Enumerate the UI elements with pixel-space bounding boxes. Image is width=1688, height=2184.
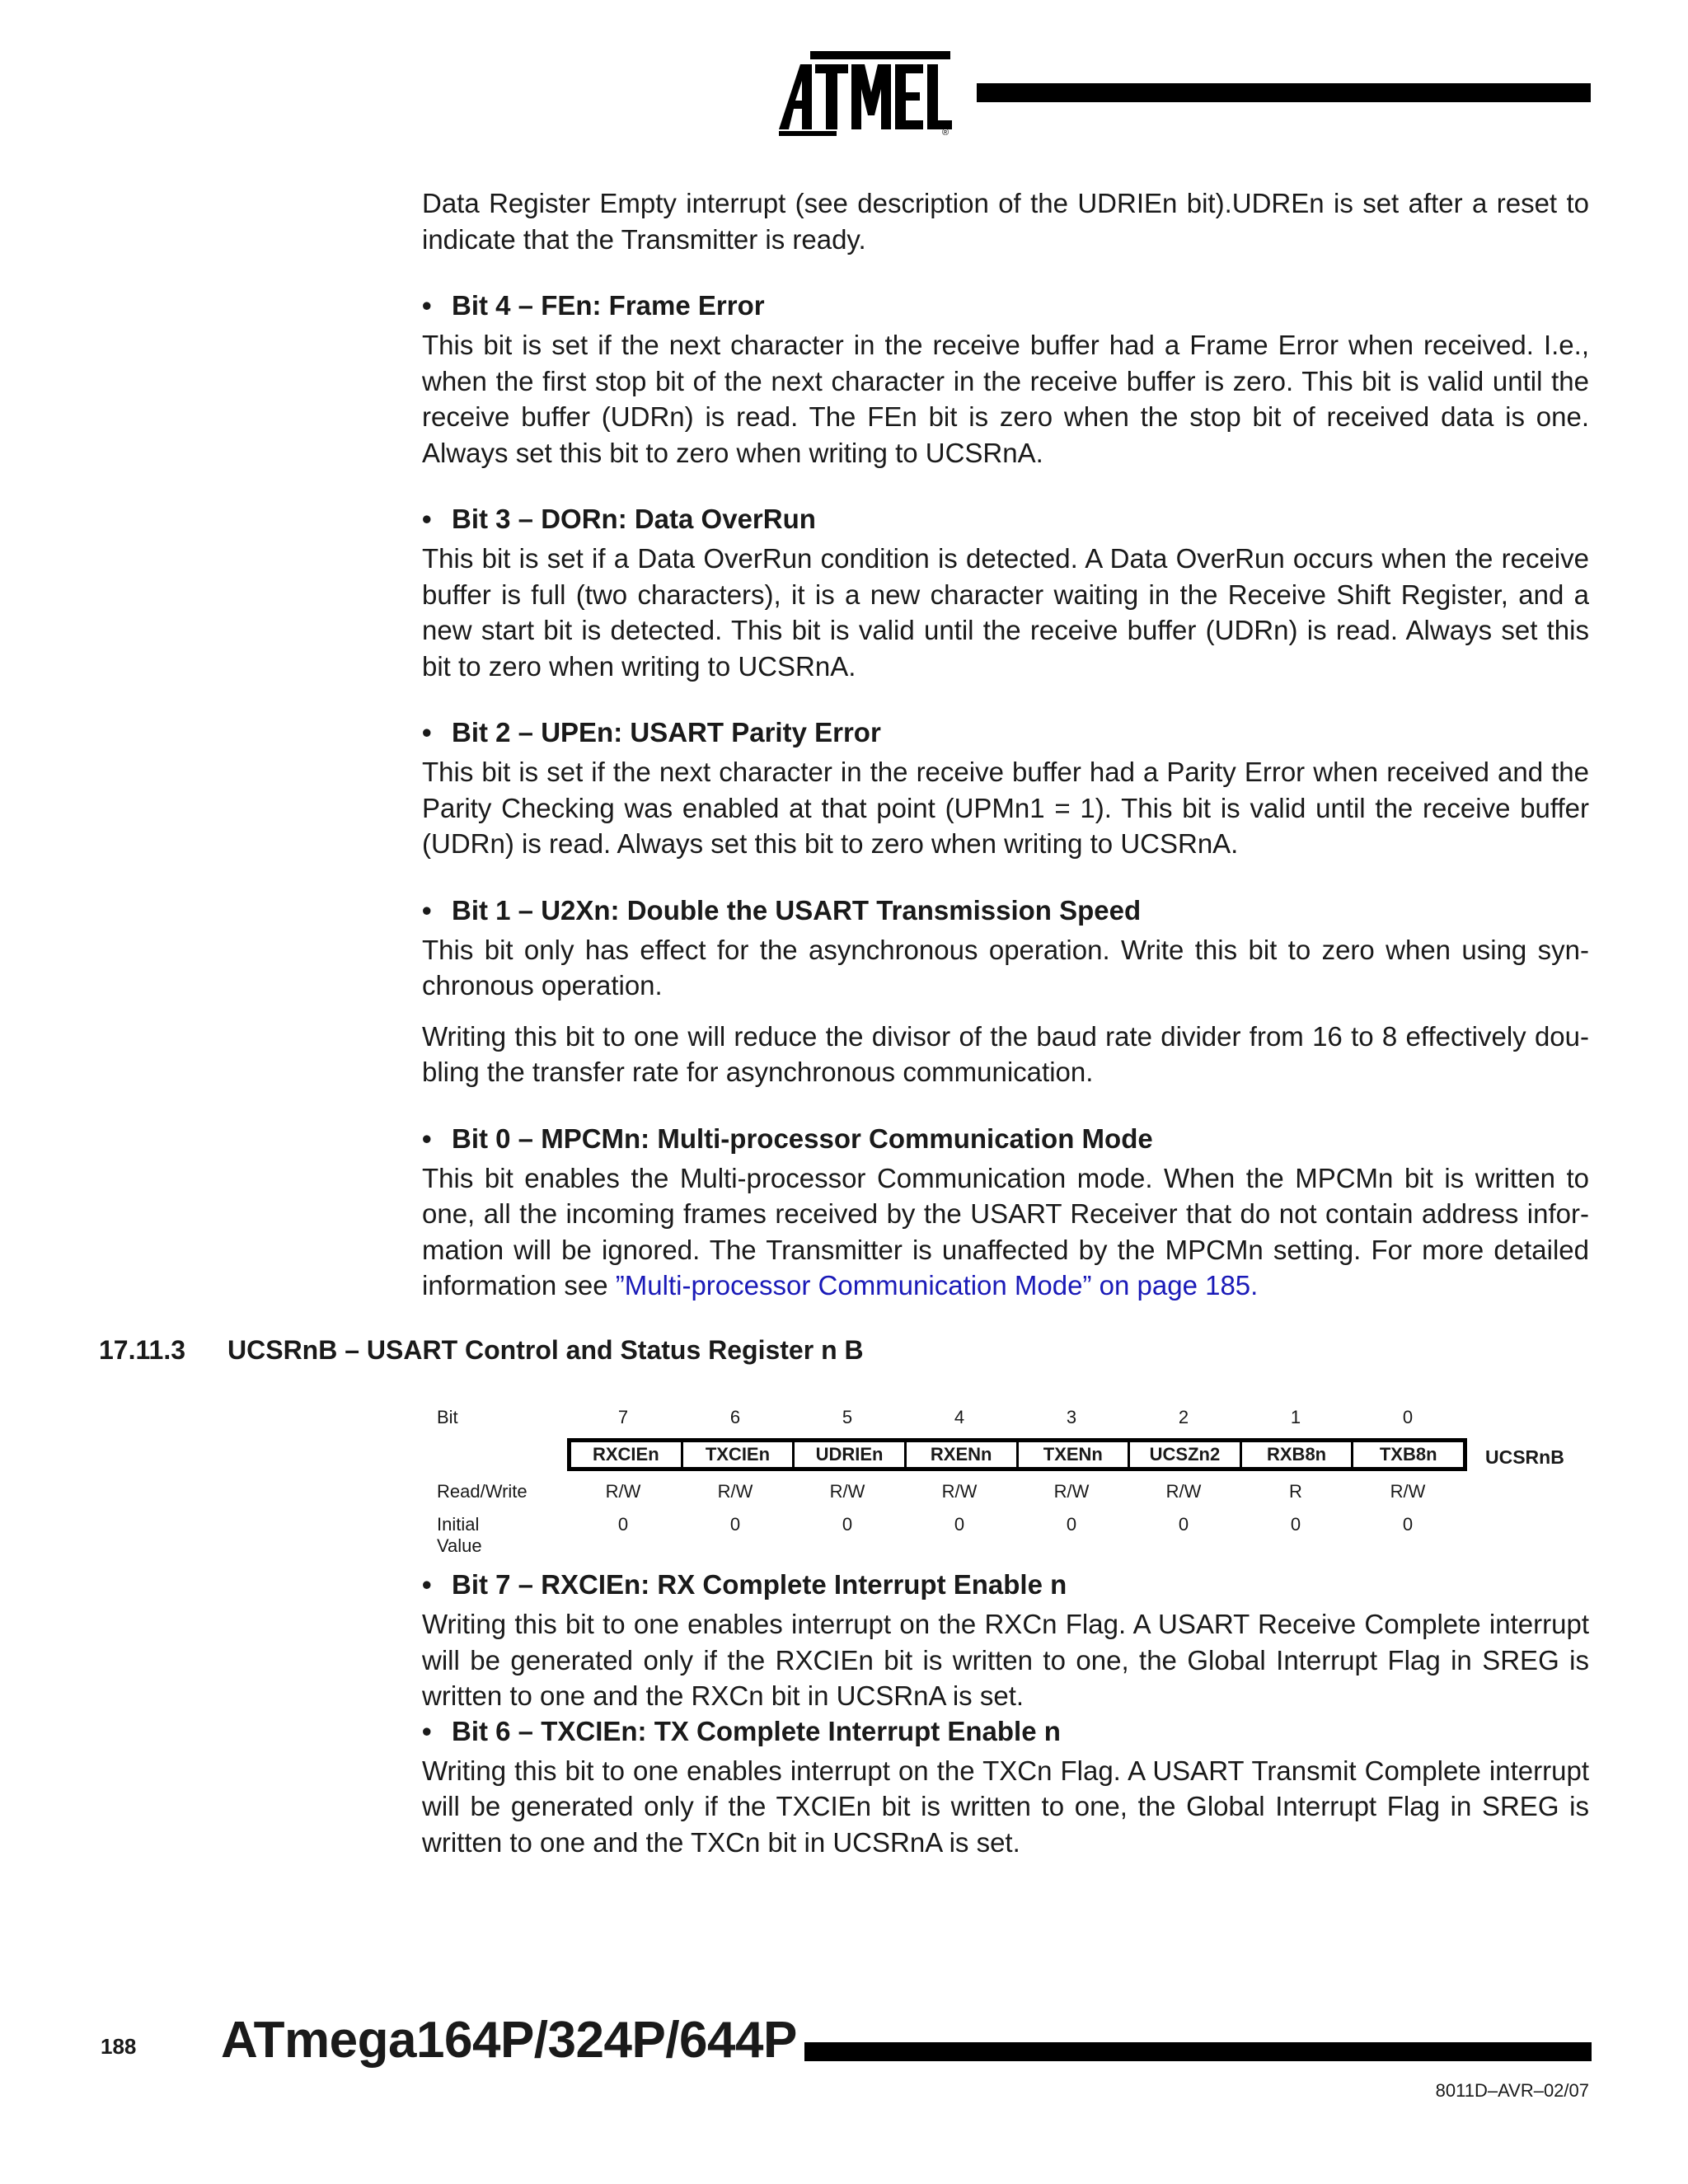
link-trailing-period: .	[1250, 1270, 1259, 1301]
rw-value: R/W	[1165, 1481, 1202, 1502]
bit-description: Writing this bit to one will reduce the divisor of the baud rate divider from 16 to 8 effectively dou-bling the transfer rate for asynchronous communication.	[422, 1020, 1589, 1087]
header-rule	[977, 83, 1591, 102]
bit-description: This bit is set if the next character in the receive buffer had a Frame Error when received. I.e., when the first stop bit of the next character in the receive buffer is zero. This bit is valid until the receive buffer (UDRn) is read. The FEn bit is zero when the stop bit of received data is one. Always set this bit to zero when writing to UCSRnA.	[422, 330, 1589, 468]
bit-heading-text: Bit 3 – DORn: Data OverRun	[452, 504, 816, 534]
bit-description-text: This bit enables the Multi-processor Communication mode. When the MPCMn bit is written to one, all the incoming frames received by the USART Receiver that do not contain address infor-mation will be ignored. The Transmitter is unaffected by the MPCMn setting. For more detailed information see	[422, 1162, 1589, 1301]
bullet: •	[422, 504, 432, 534]
bit-number: 5	[842, 1407, 853, 1427]
bullet: •	[422, 717, 432, 748]
rw-value: R/W	[1390, 1481, 1426, 1502]
bit-field-name: UDRIEn	[792, 1442, 904, 1467]
rw-value: R/W	[717, 1481, 753, 1502]
bit-description: This bit is set if a Data OverRun condition is detected. A Data OverRun occurs when the receive buffer is full (two characters), it is a new character waiting in the Receive Shift Register, and a new start bit is detected. This bit is valid until the receive buffer (UDRn) is read. Always set this bit to zero when writing to UCSRnA.	[422, 543, 1589, 682]
bit-heading-text: Bit 4 – FEn: Frame Error	[452, 290, 765, 321]
bit-number: 6	[729, 1407, 741, 1427]
initial-value: 0	[1178, 1514, 1189, 1535]
atmel-logo	[779, 49, 956, 136]
rw-value: R/W	[605, 1481, 641, 1502]
bit-6-section	[422, 1714, 1589, 1861]
bullet: •	[422, 1122, 432, 1154]
bit-number: 1	[1290, 1407, 1301, 1427]
bit-heading-text: Bit 0 – MPCMn: Multi-processor Communication Mode	[452, 1122, 1153, 1154]
initial-value: 0	[1402, 1514, 1414, 1535]
bit-heading-text: Bit 6 – TXCIEn: TX Complete Interrupt Enable n	[452, 1715, 1061, 1746]
body-text-upper	[422, 185, 1589, 1304]
footer-rule	[804, 2042, 1592, 2061]
initial-value: 0	[842, 1514, 853, 1535]
page-number: 188	[101, 2034, 137, 2059]
cross-reference-link[interactable]: ”Multi-processor Communication Mode” on page 185	[615, 1270, 1251, 1301]
body-text-lower	[422, 1568, 1589, 1860]
bit-4-section	[422, 288, 1589, 471]
footer-title: ATmega164P/324P/644P	[221, 2012, 797, 2069]
rw-value: R/W	[829, 1481, 865, 1502]
bit-7-section	[422, 1568, 1589, 1714]
bit-heading	[422, 1714, 1589, 1749]
bit-description: This bit only has effect for the asynchronous operation. Write this bit to zero when using syn-chronous operation.	[422, 934, 1589, 1001]
bit-0-section	[422, 1122, 1589, 1304]
bit-field-name: TXCIEn	[681, 1442, 793, 1467]
bullet: •	[422, 894, 432, 926]
initial-value: 0	[1066, 1514, 1077, 1535]
logo-registered-mark: ®	[942, 128, 950, 136]
rw-value: R/W	[941, 1481, 978, 1502]
initial-value: 0	[1290, 1514, 1301, 1535]
rw-value: R/W	[1053, 1481, 1090, 1502]
rw-row-label: Read/Write	[437, 1481, 528, 1502]
bit-heading-text: Bit 7 – RXCIEn: RX Complete Interrupt Enable n	[452, 1569, 1067, 1600]
bit-heading	[422, 288, 1589, 323]
bit-number: 3	[1066, 1407, 1077, 1427]
bit-heading	[422, 1122, 1589, 1156]
bit-number: 0	[1402, 1407, 1414, 1427]
bullet: •	[422, 1715, 432, 1746]
register-bit-fields	[567, 1438, 1467, 1471]
bit-description: This bit is set if the next character in the receive buffer had a Parity Error when received and the Parity Checking was enabled at that point (UPMn1 = 1). This bit is valid until the receive buffer (UDRn) is read. Always set this bit to zero when writing to UCSRnA.	[422, 757, 1589, 859]
bullet: •	[422, 1569, 432, 1600]
bit-heading-text: Bit 1 – U2Xn: Double the USART Transmission Speed	[452, 894, 1142, 926]
bit-1-section	[422, 893, 1589, 1090]
bit-heading	[422, 893, 1589, 928]
bit-description	[422, 1160, 1589, 1304]
bit-number: 7	[617, 1407, 629, 1427]
section-heading	[99, 1335, 864, 1366]
bit-field-name: TXB8n	[1351, 1442, 1463, 1467]
bit-heading-text: Bit 2 – UPEn: USART Parity Error	[452, 717, 881, 748]
bit-description: Writing this bit to one enables interrupt on the TXCn Flag. A USART Transmit Complete interrupt will be generated only if the TXCIEn bit is written to one, the Global Interrupt Flag in SREG is written to one and the TXCn bit in UCSRnA is set.	[422, 1755, 1589, 1858]
rw-value: R	[1289, 1481, 1302, 1502]
bit-number: 4	[954, 1407, 965, 1427]
section-title: UCSRnB – USART Control and Status Register n B	[227, 1335, 864, 1365]
initial-value: 0	[617, 1514, 629, 1535]
document-code: 8011D–AVR–02/07	[1435, 2080, 1589, 2101]
register-name: UCSRnB	[1485, 1446, 1564, 1468]
bit-field-name: TXENn	[1016, 1442, 1128, 1467]
bit-3-section	[422, 502, 1589, 684]
bit-field-name: UCSZn2	[1128, 1442, 1240, 1467]
bit-2-section	[422, 715, 1589, 862]
bit-heading	[422, 502, 1589, 537]
init-row-label: Initial Value	[437, 1514, 482, 1556]
bit-description: Writing this bit to one enables interrupt on the RXCn Flag. A USART Receive Complete interrupt will be generated only if the RXCIEn bit is written to one, the Global Interrupt Flag in SREG is written to one and the RXCn bit in UCSRnA is set.	[422, 1609, 1589, 1711]
bit-field-name: RXCIEn	[592, 1444, 659, 1465]
bit-heading	[422, 715, 1589, 750]
bit-field-name: RXENn	[904, 1442, 1016, 1467]
initial-value: 0	[729, 1514, 741, 1535]
bit-number: 2	[1178, 1407, 1189, 1427]
intro-paragraph: Data Register Empty interrupt (see description of the UDRIEn bit).UDREn is set after a reset to indicate that the Transmitter is ready.	[422, 188, 1589, 255]
bullet: •	[422, 290, 432, 321]
section-number: 17.11.3	[99, 1335, 185, 1365]
bit-field-name: RXB8n	[1240, 1442, 1352, 1467]
bit-heading	[422, 1568, 1589, 1602]
initial-value: 0	[954, 1514, 965, 1535]
bit-row-label: Bit	[437, 1407, 458, 1427]
